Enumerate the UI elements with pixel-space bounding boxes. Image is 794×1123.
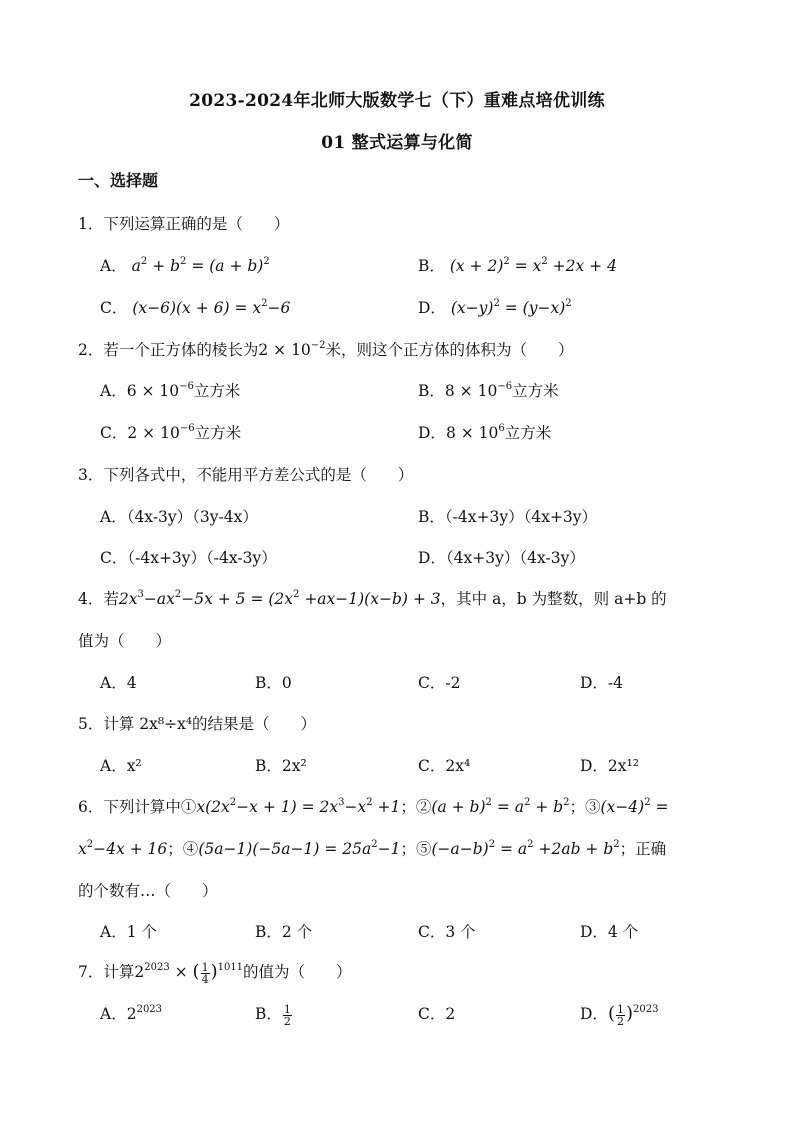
question-4-stem: 4．若$2x^3-ax^2-5x + 5 = (2x^2 +ax-1)(x-b) + 3$，其中 a，b 为整数，则 a+b 的: [78, 589, 667, 608]
question-6-stem-line3: 的个数有…（ ）: [78, 882, 218, 900]
q6-option-a: A．1 个: [100, 923, 157, 941]
q4-option-c: C．-2: [418, 674, 461, 692]
q2-option-a: A．$6 \times 10^{-6}$立方米: [100, 381, 241, 400]
q4-option-d: D．-4: [580, 674, 624, 692]
q7-fraction: $\frac{1}{4}$: [201, 960, 209, 986]
q7-option-a: A．$2^{2023}$: [100, 1004, 163, 1023]
q5-option-a: A．x²: [100, 757, 142, 775]
q1-option-a: A． $a^2 + b^2 = (a + b)^2$: [100, 256, 270, 275]
q5-option-c: C．2x⁴: [418, 757, 471, 775]
question-3-stem: 3．下列各式中，不能用平方差公式的是（ ）: [78, 466, 414, 484]
q2-option-b: B．$8 \times 10^{-6}$立方米: [418, 381, 559, 400]
question-6-stem-line1: 6．下列计算中$①x(2x^2-x + 1) = 2x^3-x^2 +1$；②(a + $b)^2 = a^2 + b^2$；$③(x-4)^2$ =: [78, 797, 669, 816]
q6-option-b: B．2 个: [255, 923, 313, 941]
q6-option-d: D．4 个: [580, 923, 639, 941]
page-subtitle: 01 整式运算与化简: [321, 133, 473, 153]
q1-option-b: B． $(x + 2)^2 = x^2 +2x + 4$: [418, 256, 617, 275]
q3-option-b: B．（-4x+3y）（4x+3y）: [418, 508, 598, 526]
q7-option-d-fraction: $\frac{1}{2}$: [616, 1002, 624, 1028]
q2-option-d: D．$8 \times 10^6$立方米: [418, 423, 552, 442]
section-heading: 一、选择题: [78, 171, 159, 190]
q3-option-a: A．（4x-3y）（3y-4x）: [100, 508, 258, 526]
q5-option-b: B．2x²: [255, 757, 307, 775]
question-1-stem: 1．下列运算正确的是（ ）: [78, 215, 290, 233]
question-4-stem-line2: 值为（ ）: [78, 632, 172, 650]
q1-option-c: C． $(x-6)(x + 6) = x^2-6$: [100, 298, 291, 317]
question-2-stem: 2．若一个正方体的棱长为$2 \times 10^{-2}$米，则这个正方体的体积为（ ）: [78, 340, 574, 359]
q3-option-c: C．（-4x+3y）（-4x-3y）: [100, 549, 277, 567]
q6-option-c: C．3 个: [418, 923, 476, 941]
q7-option-d: D．( $\frac{1}{2}$ )$^{2023}$: [580, 1002, 659, 1028]
page-title: 2023-2024年北师大版数学七（下）重难点培优训练: [189, 91, 605, 111]
q7-option-b: B． $\frac{1}{2}$: [255, 1002, 291, 1028]
q1-option-d: D． $(x-y)^2 = (y-x)^2$: [418, 298, 572, 317]
q7-option-b-fraction: $\frac{1}{2}$: [283, 1002, 291, 1028]
q4-option-b: B．0: [255, 674, 292, 692]
q4-option-a: A．4: [100, 674, 137, 692]
q3-option-d: D．（4x+3y）（4x-3y）: [418, 549, 585, 567]
q2-option-c: C．$2 \times 10^{-6}$立方米: [100, 423, 242, 442]
question-7-stem: 7．计算$2^{2023}$ × ( $\frac{1}{4}$ )$^{1011}$的值为（ ）: [78, 960, 352, 986]
question-6-stem-line2: $x^2-4x + 16$；④(5a−1)(−5a−1) = $25a^2-1$；$⑤(-a-b)^2 = a^2 +2ab + b^2$；正确: [78, 839, 667, 858]
question-5-stem: 5．计算 2x⁸÷x⁴的结果是（ ）: [78, 715, 317, 733]
q7-option-c: C．2: [418, 1005, 456, 1023]
q5-option-d: D．2x¹²: [580, 757, 639, 775]
